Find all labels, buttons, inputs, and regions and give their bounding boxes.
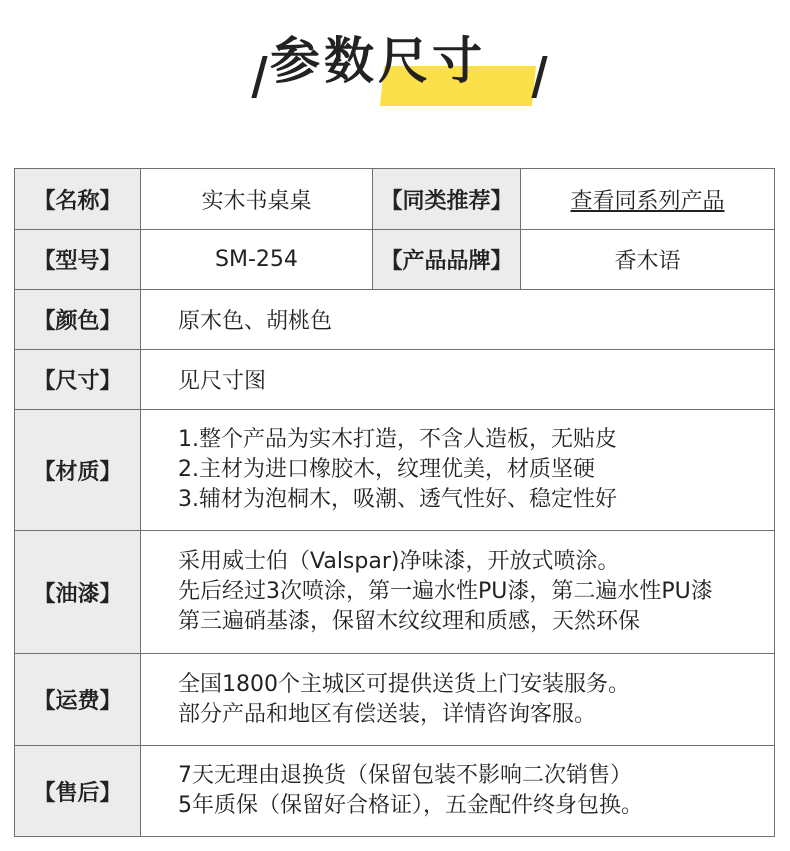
label-brand: 【产品品牌】	[373, 230, 521, 290]
paint-line: 采用威士伯（Valspar)净味漆，开放式喷涂。	[178, 549, 620, 574]
value-color: 原木色、胡桃色	[141, 290, 775, 350]
paint-line: 第三遍硝基漆，保留木纹纹理和质感，天然环保	[178, 609, 641, 634]
label-name: 【名称】	[15, 169, 141, 230]
view-series-link[interactable]: 查看同系列产品	[570, 188, 725, 214]
row-model	[15, 230, 775, 290]
value-name: 实木书桌桌	[141, 169, 373, 230]
label-similar: 【同类推荐】	[373, 169, 521, 230]
shipping-line: 全国1800个主城区可提供送货上门安装服务。	[178, 671, 630, 697]
aftersale-line: 7天无理由退换货（保留包装不影响二次销售）	[178, 763, 632, 788]
row-paint	[15, 531, 775, 654]
aftersale-line: 5年质保（保留好合格证），五金配件终身包换。	[178, 793, 643, 818]
label-aftersale: 【售后】	[15, 746, 141, 837]
label-size: 【尺寸】	[15, 350, 141, 410]
title-slash-left	[251, 56, 267, 98]
shipping-line: 部分产品和地区有偿送装，详情咨询客服。	[178, 701, 597, 727]
label-paint: 【油漆】	[15, 531, 141, 654]
row-color	[15, 290, 775, 350]
similar-cell	[521, 169, 775, 230]
value-material	[141, 410, 775, 531]
label-model: 【型号】	[15, 230, 141, 290]
row-aftersale	[15, 746, 775, 837]
label-shipping: 【运费】	[15, 654, 141, 746]
value-shipping	[141, 654, 775, 746]
label-material: 【材质】	[15, 410, 141, 531]
value-model: SM-254	[141, 230, 373, 290]
row-shipping	[15, 654, 775, 746]
label-color: 【颜色】	[15, 290, 141, 350]
paint-line: 先后经过3次喷涂，第一遍水性PU漆，第二遍水性PU漆	[178, 579, 713, 604]
title-block	[250, 26, 550, 96]
material-line: 2.主材为进口橡胶木，纹理优美，材质坚硬	[178, 457, 595, 482]
page-title: 参数尺寸	[270, 32, 486, 90]
row-name	[15, 169, 775, 230]
material-line: 3.辅材为泡桐木，吸潮、透气性好、稳定性好	[178, 487, 617, 512]
value-paint	[141, 531, 775, 654]
spec-table	[14, 168, 775, 837]
value-aftersale	[141, 746, 775, 837]
section-header	[0, 0, 790, 130]
value-brand: 香木语	[521, 230, 775, 290]
material-line: 1.整个产品为实木打造，不含人造板，无贴皮	[178, 427, 617, 452]
value-size: 见尺寸图	[141, 350, 775, 410]
row-material	[15, 410, 775, 531]
row-size	[15, 350, 775, 410]
